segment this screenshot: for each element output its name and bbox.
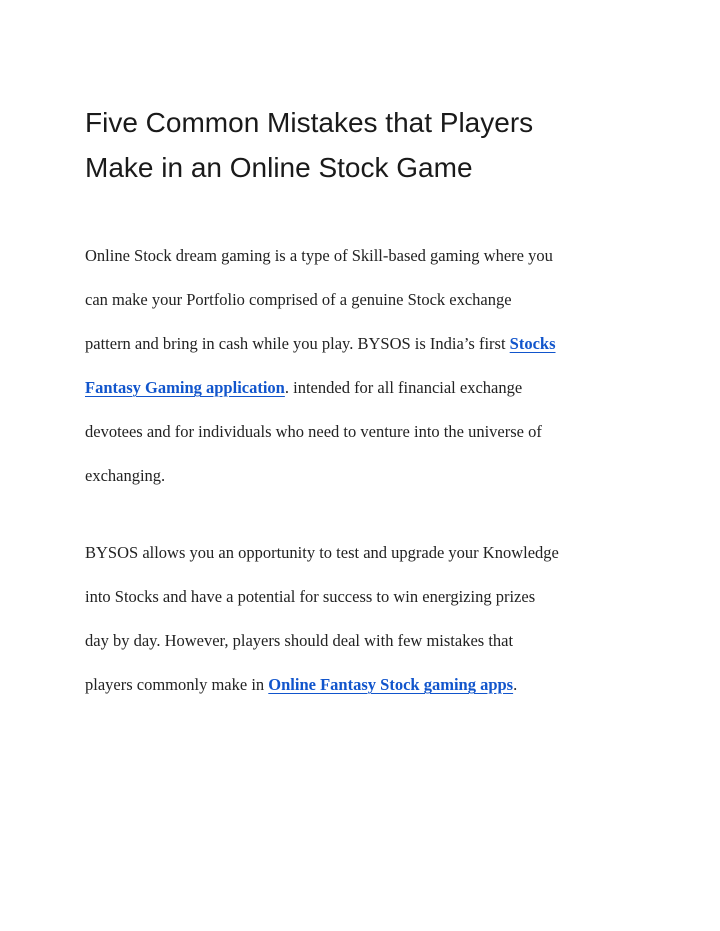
paragraph-line: devotees and for individuals who need to venture into the universe of	[85, 422, 542, 441]
paragraph-line: exchanging.	[85, 466, 166, 485]
paragraph-line: BYSOS allows you an opportunity to test and upgrade your Knowledge	[85, 543, 559, 562]
paragraph-line	[85, 674, 645, 718]
paragraph-line: day by day. However, players should deal with few mistakes that	[85, 631, 514, 650]
paragraph-text: pattern and bring in cash while you play. BYSOS is India’s first	[85, 334, 510, 353]
title-line: Five Common Mistakes that Players	[85, 107, 534, 138]
stocks-fantasy-gaming-link-continued[interactable]: Fantasy Gaming application	[85, 378, 285, 397]
paragraph-text: players commonly make in	[85, 675, 269, 694]
paragraph-line	[85, 377, 645, 421]
paragraph-text: .	[513, 675, 518, 694]
paragraph-line: Online Stock dream gaming is a type of Skill-based gaming where you	[85, 246, 553, 265]
paragraph-text: . intended for all financial exchange	[284, 378, 523, 397]
stocks-fantasy-gaming-link[interactable]: Stocks	[509, 334, 556, 353]
bysos-paragraph	[85, 542, 645, 718]
paragraph-line: into Stocks and have a potential for success to win energizing prizes	[85, 587, 536, 606]
paragraph-line: can make your Portfolio comprised of a genuine Stock exchange	[85, 290, 512, 309]
title-line: Make in an Online Stock Game	[85, 152, 473, 183]
document-title	[85, 100, 645, 190]
paragraph-line	[85, 333, 645, 377]
intro-paragraph	[85, 245, 645, 509]
online-fantasy-stock-apps-link[interactable]: Online Fantasy Stock gaming apps	[268, 675, 514, 694]
